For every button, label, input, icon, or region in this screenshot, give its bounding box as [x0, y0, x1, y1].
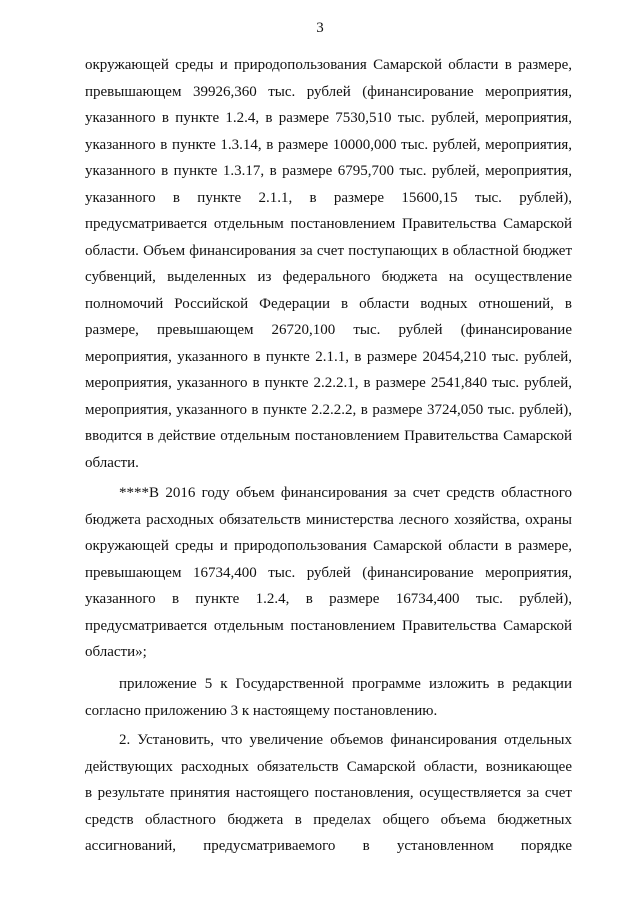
text-line: 2. Установить, что увеличение объемов финансирования отдельных — [119, 732, 572, 748]
text-line: действующих расходных обязательств Самарской области, возникающее — [85, 758, 572, 775]
page-number: 3 — [316, 20, 324, 36]
text-line: предусматривается отдельным постановлением Правительства Самарской — [85, 617, 572, 634]
text-line: предусматривается отдельным постановлением Правительства Самарской — [85, 216, 572, 232]
text-line: области»; — [85, 644, 147, 660]
paragraph-3 — [85, 671, 572, 724]
paragraph-1 — [85, 52, 572, 476]
text-line: окружающей среды и природопользования Самарской области в размере, — [85, 538, 572, 554]
text-line: в результате принятия настоящего постановления, осуществляется за счет — [85, 785, 572, 801]
text-line: указанного в пункте 1.3.17, в размере 6795,700 тыс. рублей, мероприятия, — [85, 163, 572, 179]
text-line: области. — [85, 454, 139, 471]
text-line: мероприятия, указанного в пункте 2.2.2.1, в размере 2541,840 тыс. рублей, — [85, 375, 572, 391]
text-line: области. Объем финансирования за счет поступающих в областной бюджет — [85, 242, 572, 259]
text-line: указанного в пункте 2.1.1, в размере 15600,15 тыс. рублей), — [85, 189, 572, 206]
text-line: вводится в действие отдельным постановлением Правительства Самарской — [85, 428, 572, 444]
paragraph-2 — [85, 480, 572, 666]
text-line: окружающей среды и природопользования Самарской области в размере, — [85, 57, 572, 73]
text-line: полномочий Российской Федерации в области водных отношений, в — [85, 295, 572, 312]
text-line: превышающем 16734,400 тыс. рублей (финансирование мероприятия, — [85, 564, 572, 581]
text-line: ассигнований, предусматриваемого в установленном порядке — [85, 838, 572, 854]
text-line: мероприятия, указанного в пункте 2.1.1, в размере 20454,210 тыс. рублей, — [85, 348, 572, 365]
text-line: мероприятия, указанного в пункте 2.2.2.2, в размере 3724,050 тыс. рублей), — [85, 401, 572, 418]
text-line: средств областного бюджета в пределах общего объема бюджетных — [85, 811, 572, 828]
text-line: превышающем 39926,360 тыс. рублей (финансирование мероприятия, — [85, 83, 572, 100]
text-line: субвенций, выделенных из федерального бюджета на осуществление — [85, 269, 572, 285]
text-line: согласно приложению 3 к настоящему постановлению. — [85, 702, 438, 719]
text-line: ****В 2016 году объем финансирования за счет средств областного — [119, 485, 572, 501]
text-line: приложение 5 к Государственной программе изложить в редакции — [119, 676, 572, 692]
text-line: указанного в пункте 1.2.4, в размере 16734,400 тыс. рублей), — [85, 591, 572, 607]
text-line: размере, превышающем 26720,100 тыс. рублей (финансирование — [85, 322, 572, 338]
text-line: указанного в пункте 1.3.14, в размере 10000,000 тыс. рублей, мероприятия, — [85, 136, 572, 153]
text-line: бюджета расходных обязательств министерства лесного хозяйства, охраны — [85, 511, 572, 528]
paragraph-4 — [85, 727, 572, 860]
text-line: указанного в пункте 1.2.4, в размере 7530,510 тыс. рублей, мероприятия, — [85, 110, 572, 126]
